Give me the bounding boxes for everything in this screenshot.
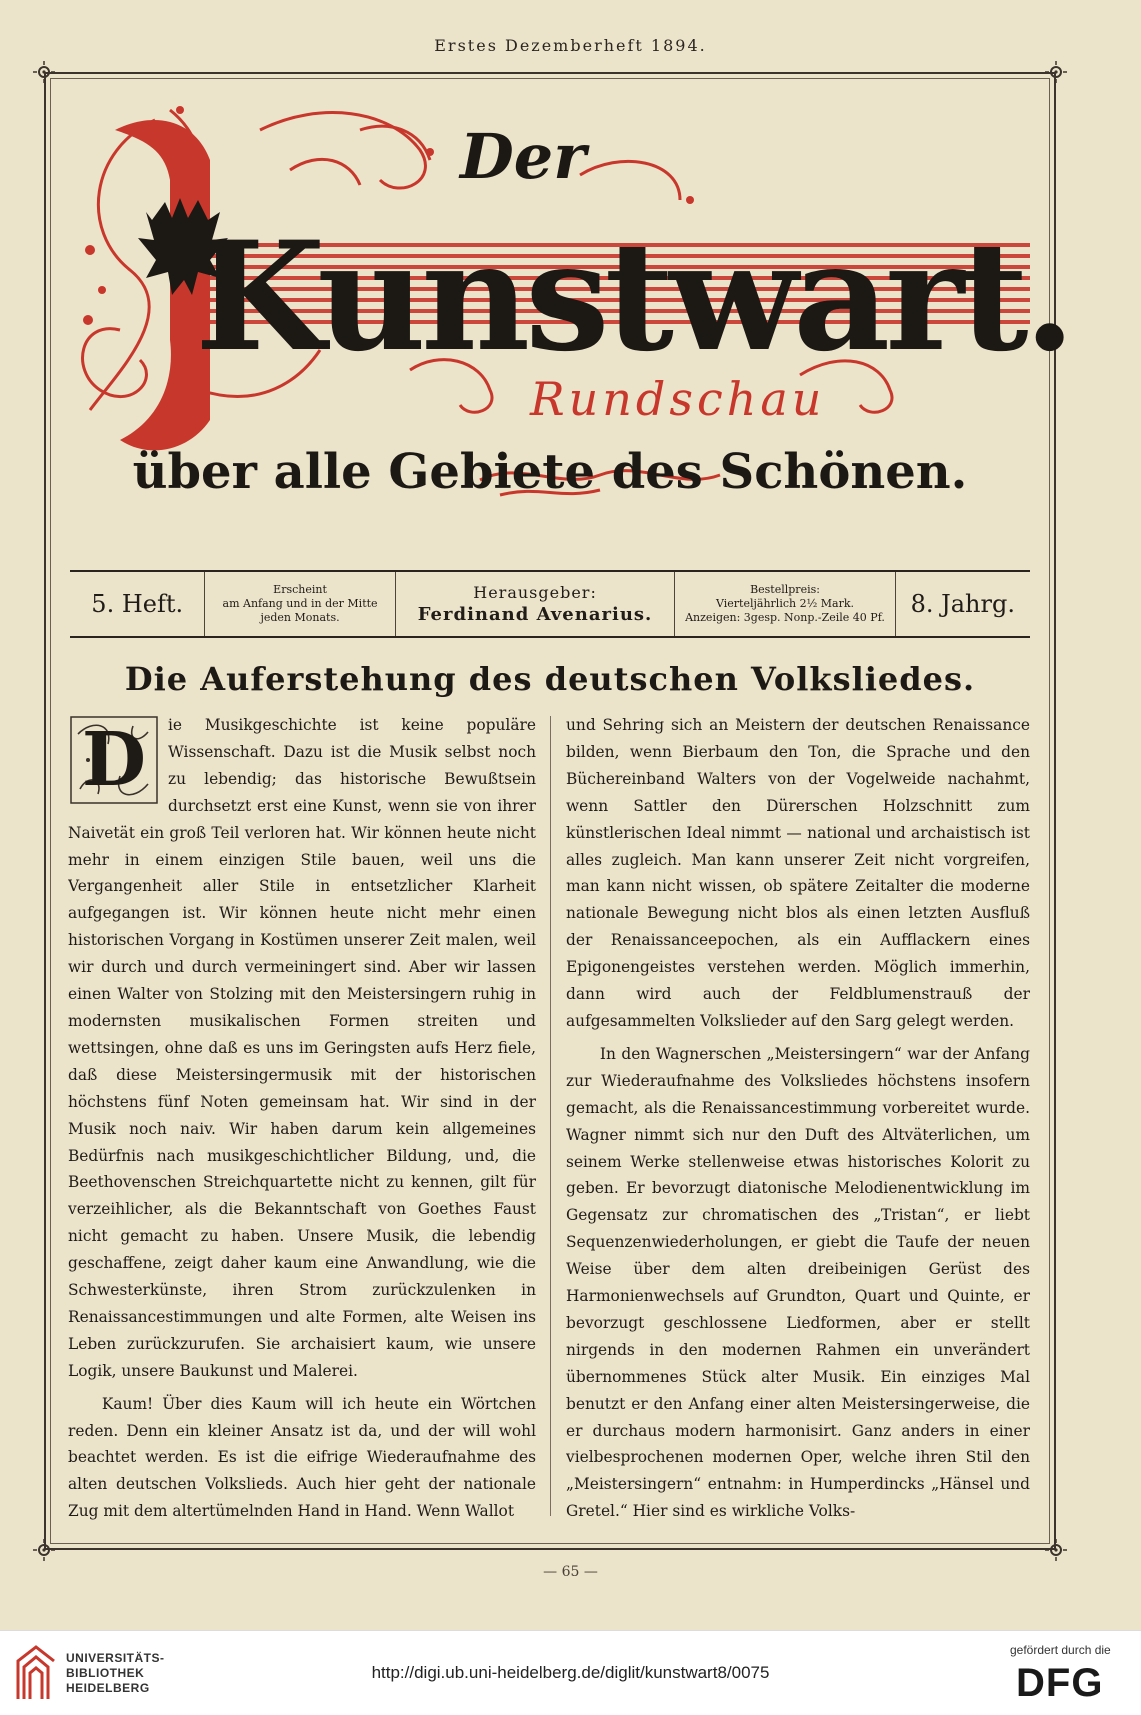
permalink-url[interactable]: http://digi.ub.uni-heidelberg.de/diglit/kunstwart8/0075 xyxy=(371,1663,770,1682)
volume-year: 8. Jahrg. xyxy=(910,590,1015,618)
publication-schedule: Erscheint am Anfang und in der Mitte jeden Monats. xyxy=(205,572,395,636)
page-number: — 65 — xyxy=(543,1564,598,1580)
column-divider xyxy=(550,716,551,1516)
paragraph: In den Wagnerschen „Meistersingern“ war der Anfang zur Wiederaufnahme des Volksliedes höchstens insofern gemacht, als die Renaissancestimmung vorbereitet wurde. Wagner nimmt sich nur den Duft des Altväterlichen, um seinem Werke stellenweise etwas historisches Kolorit zu geben. Er bevorzugt diatonische Melodienentwicklung im Gegensatz zur chromatischen des „Tristan“, er liebt Sequenzenwiederholungen, er giebt die Taufe der neuen Weise über dem alten dreibeinigen Gerüst des Harmonienwechsels auf Grundton, Quart und Quinte, er bevorzugt geschlossene Liedformen, aber er stellt nirgends in den modernen Rahmen ein unverändert übernommenes Stück alter Musik. Ein einziges Mal benutzt er den Anfang einer alten Meistersingerweise, die er durchaus modern harmonisirt. Ganz anders in einer vielbesprochenen modernen Oper, welche ihren Stil den „Meistersingern“ entnahm: in Humperdincks „Hänsel und Gretel.“ Hier sind es wirkliche Volks- xyxy=(566,1044,1030,1521)
masthead-title: Kunstwart. xyxy=(195,209,1071,385)
article-title: Die Auferstehung des deutschen Volksliedes. xyxy=(124,660,976,698)
paragraph: Kaum! Über dies Kaum will ich heute ein Wörtchen reden. Denn ein kleiner Ansatz ist da, und der will wohl beachtet werden. Es ist die eifrige Wiederaufnahme des alten deutschen Volkslieds. Auch hier geht der nationale Zug mit dem altertümelnden Hand in Hand. Wenn Wallot xyxy=(68,1394,536,1521)
corner-ornament-icon xyxy=(31,59,57,85)
dropcap: D xyxy=(68,714,160,806)
subscription-price: Bestellpreis: Vierteljährlich 2½ Mark. Anzeigen: 3gesp. Nonp.-Zeile 40 Pf. xyxy=(675,572,895,636)
masthead-article: Der xyxy=(460,120,586,193)
masthead xyxy=(60,90,1071,550)
issue-date: Erstes Dezemberheft 1894. xyxy=(434,36,707,55)
masthead-tagline: über alle Gebiete des Schönen. xyxy=(132,444,968,500)
article-column-left xyxy=(68,712,536,1532)
paragraph: und Sehring sich an Meistern der deutschen Renaissance bilden, wenn Bierbaum den Ton, die Sprache und den Büchereinband Walters von der Vogelweide nachahmt, wenn Sattler den Dürerschen Holzschnitt zum künstlerischen Ideal nimmt — national und archaistisch ist alles zugleich. Man kann unserer Zeit nicht vorgreifen, man kann nicht wissen, ob spätere Zeitalter die moderne nationale Bewegung nicht blos als einen letzten Ausfluß der Renaissanceepochen, als ein Aufflackern eines Epigonengeistes verstehen werden. Möglich immerhin, dann wird auch der Feldblumenstrauß der aufgesammelten Volkslieder auf den Sarg gelegt werden. xyxy=(566,716,1030,1030)
corner-ornament-icon xyxy=(31,1537,57,1563)
library-name: UNIVERSITÄTS- BIBLIOTHEK HEIDELBERG xyxy=(66,1651,165,1695)
editor-info: Herausgeber: Ferdinand Avenarius. xyxy=(396,572,676,636)
corner-ornament-icon xyxy=(1043,59,1069,85)
dfg-logo: DFG xyxy=(1016,1661,1104,1705)
funding-note: gefördert durch die xyxy=(1010,1643,1111,1657)
issue-number: 5. Heft. xyxy=(70,572,205,636)
corner-ornament-icon xyxy=(1043,1537,1069,1563)
issue-info-bar xyxy=(70,570,1030,638)
paragraph: D ie Musikgeschichte ist keine populäre Wissenschaft. Dazu ist die Musik selbst noch zu lebendig; das historische Bewußtsein durchsetzt erst eine Kunst, wenn sie von ihrer Naivetät ein groß Teil verloren hat. Wir können heute nicht mehr in einem einzigen Stile bauen, weil uns die Vergangenheit aller Stile in entsetzlicher Klarheit aufgegangen ist. Wir können heute nicht mehr einen historischen Vorgang in Kostümen unserer Zeit malen, weil wir durch und durch vermeiningert sind. Aber wir lassen einen Walter von Stolzing mit den Meistersingern ruhig in modernsten musikalischen Formen streiten und wettsingen, ohne daß es uns im Geringsten aufs Herz fiele, daß diese Meistersingermusik mit der historischen höchstens fünf Noten gemeinsam hat. Wir sind in der Musik noch naiv. Wir haben darum kein allgemeines Bedürfnis nach musikgeschichtlicher Bildung, und, die Beethovenschen Streichquartette nicht zu kennen, gilt für verzeihlicher, als die Bekanntschaft von Goethes Faust nicht gemacht zu haben. Unsere Musik, die lebendig geschaffene, zeigt daher kaum eine Anwandlung, wie die Schwesterkünste, ihren Strom zurückzulenken in Renaissancestimmungen und alte Formen, alte Weisen ins Leben zurückzurufen. Sie archaisiert kaum, wie unsere Logik, unsere Baukunst und Malerei. xyxy=(68,716,536,1380)
digitization-footer xyxy=(0,1630,1141,1715)
article-column-right xyxy=(566,712,1030,1532)
masthead-subtitle: Rundschau xyxy=(530,372,826,426)
